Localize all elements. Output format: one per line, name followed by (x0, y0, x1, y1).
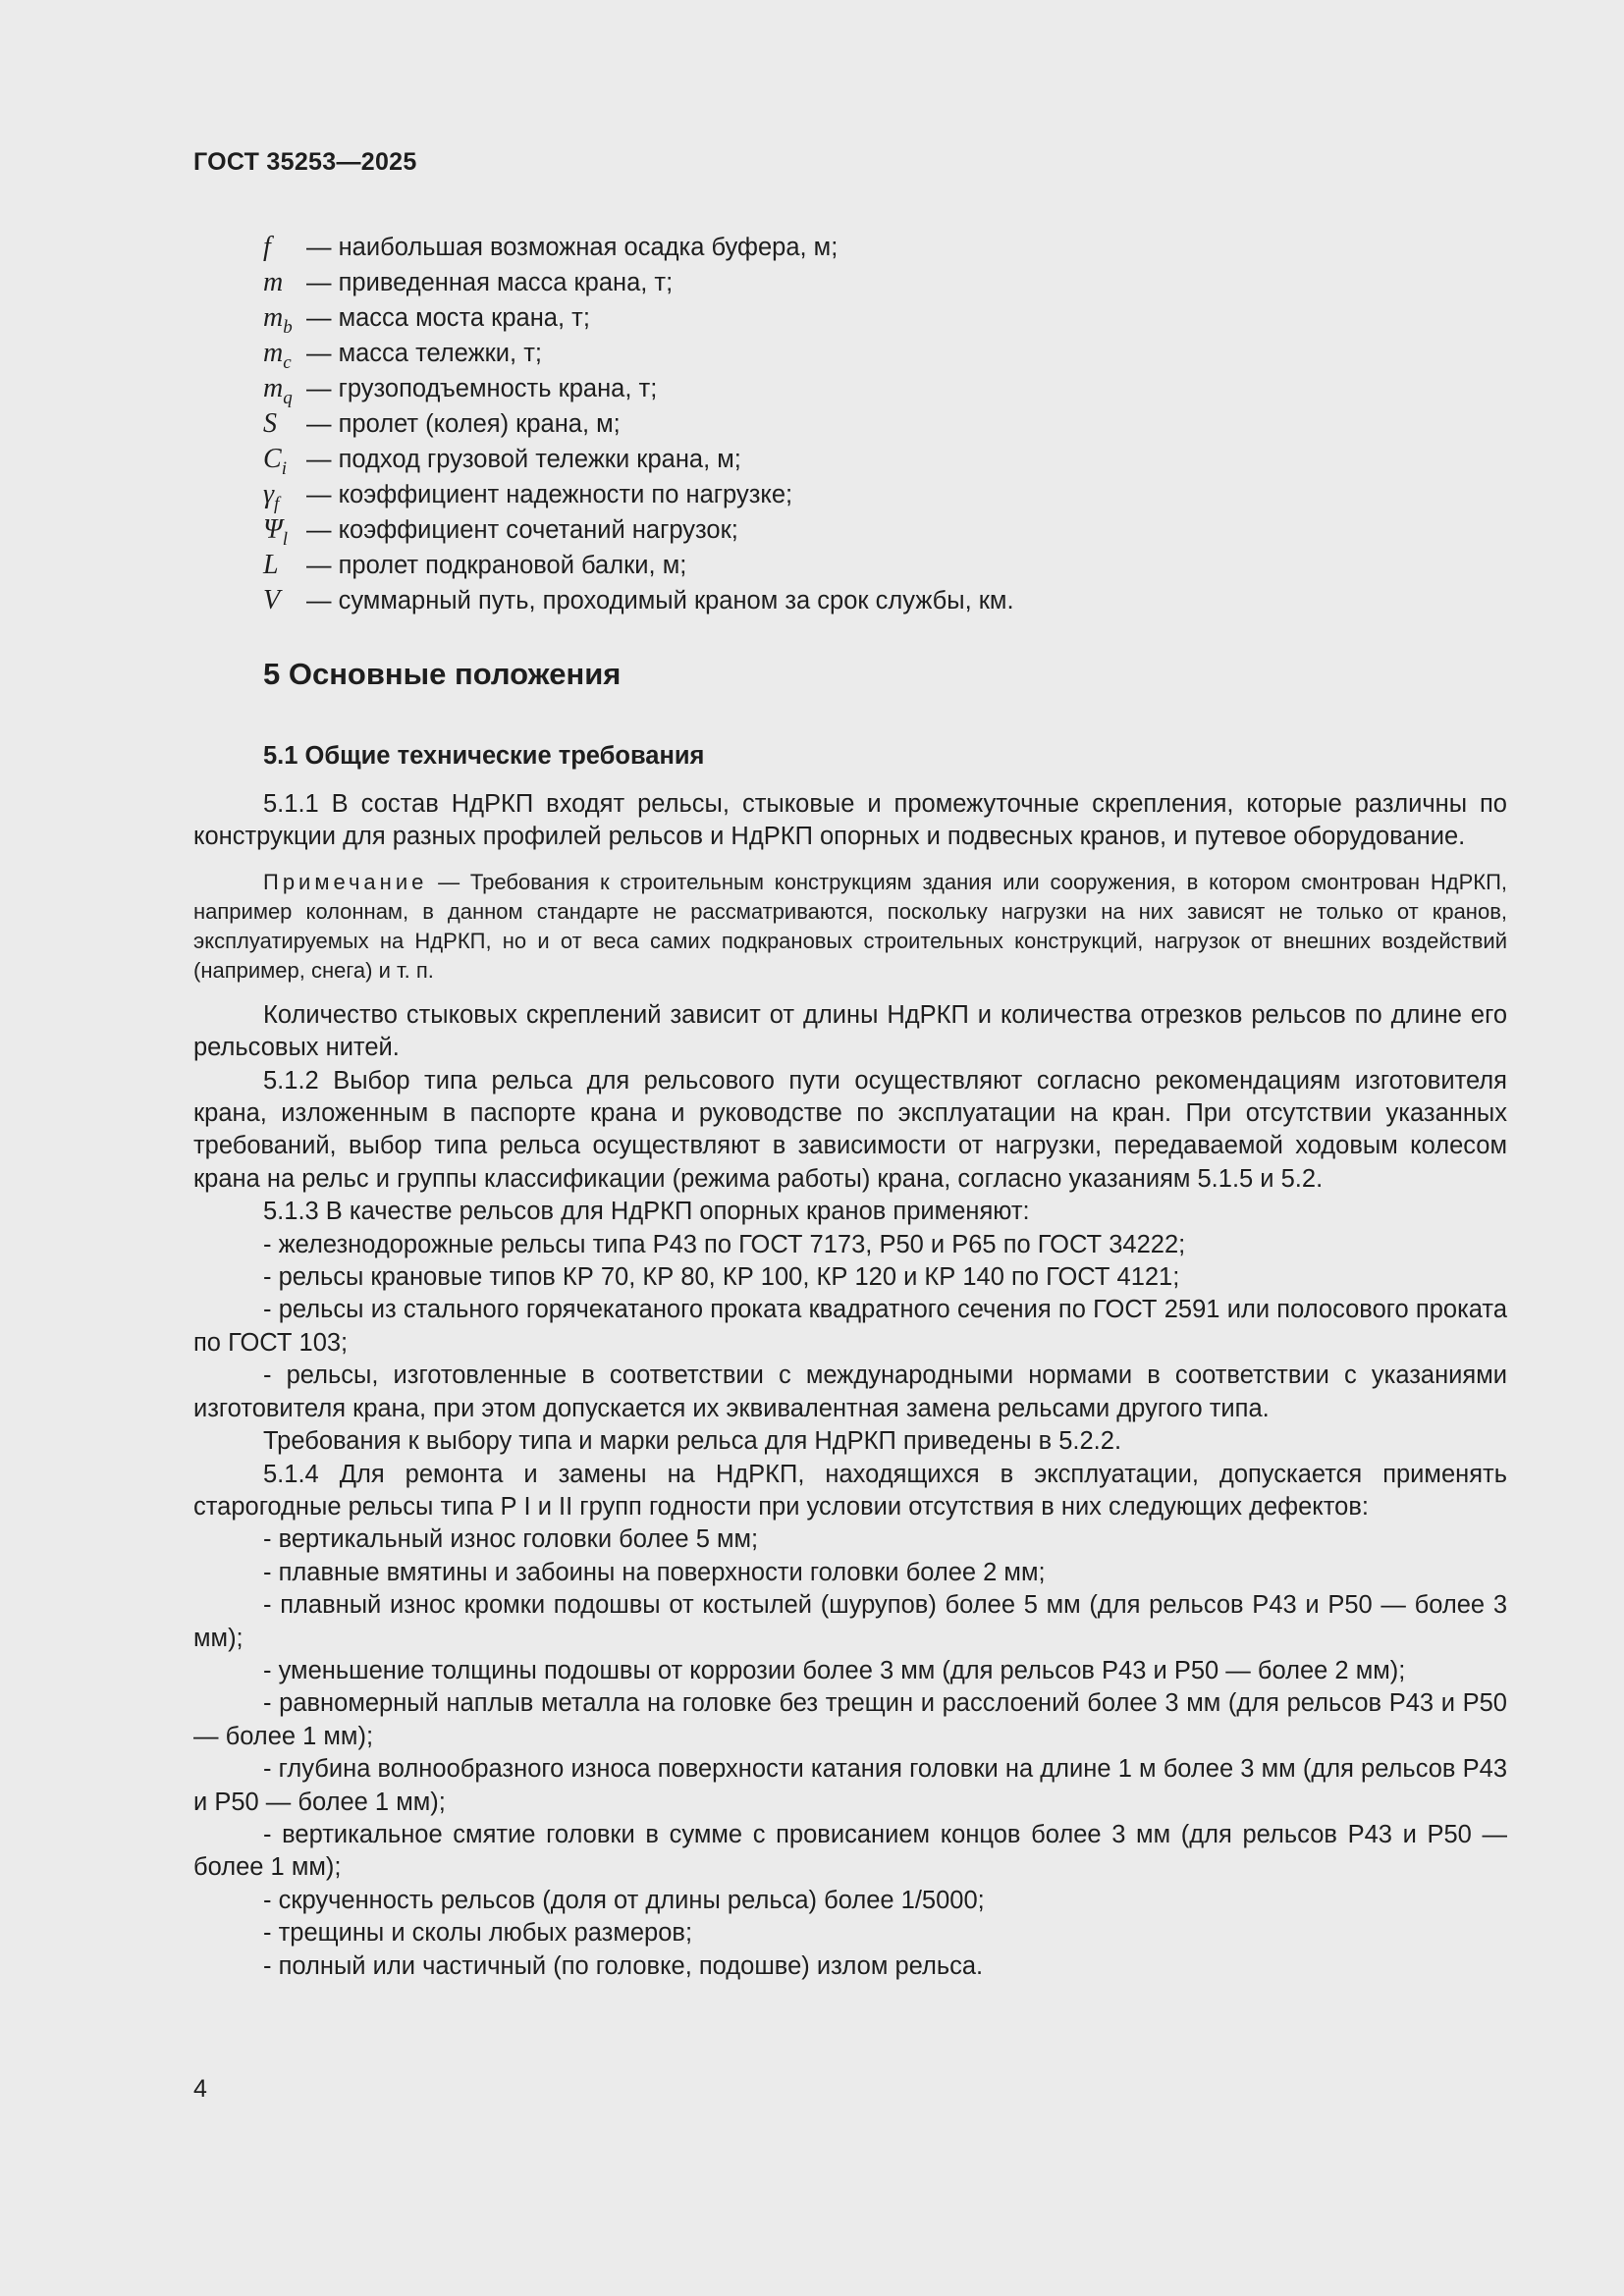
paragraph-5-1-2: 5.1.2 Выбор типа рельса для рельсового пути осуществляют согласно рекомендациям изготовителя крана, изложенным в паспорте крана и руководстве по эксплуатации на кран. При отсутствии указанных требований, выбор типа рельса осуществляют в зависимости от нагрузки, передаваемой ходовым колесом крана на рельс и группы классификации (режима работы) крана, согласно указаниям 5.1.5 и 5.2. (193, 1066, 1507, 1193)
list-item: - равномерный наплыв металла на головке без трещин и расслоений более 3 мм (для рельсов Р43 и Р50 — более 1 мм); (193, 1689, 1507, 1750)
symbol-letter: m (263, 373, 284, 403)
symbol-description: — масса моста крана, т; (306, 304, 590, 332)
symbol-description: — коэффициент сочетаний нагрузок; (306, 516, 738, 544)
symbol (263, 373, 306, 409)
list-item: - железнодорожные рельсы типа Р43 по ГОСТ 7173, Р50 и Р65 по ГОСТ 34222; (263, 1230, 1186, 1258)
section-title: 5 Основные положения (263, 657, 622, 691)
paragraph-5-1-1: 5.1.1 В состав НдРКП входят рельсы, стыковые и промежуточные скрепления, которые различны по конструкции для разных профилей рельсов и НдРКП опорных и подвесных кранов, и путевое оборудование. (193, 790, 1507, 851)
symbol-description: — масса тележки, т; (306, 340, 542, 367)
symbol-row (263, 514, 1441, 550)
list-item: - полный или частичный (по головке, подошве) излом рельса. (263, 1951, 984, 1980)
symbol-row (263, 479, 1441, 514)
symbol (263, 302, 306, 339)
symbol-letter: C (263, 444, 282, 474)
symbol-letter: m (263, 302, 284, 333)
symbol-subscript: q (283, 388, 293, 408)
symbol-subscript: l (282, 529, 288, 550)
symbol-subscript: b (283, 317, 293, 338)
symbol-row (263, 302, 1441, 338)
symbol-row (263, 408, 1441, 444)
symbol (263, 444, 306, 480)
list-item: - вертикальное смятие головки в сумме с провисанием концов более 3 мм (для рельсов Р43 и Р50 — более 1 мм); (193, 1820, 1507, 1882)
symbol (263, 514, 306, 551)
document-header: ГОСТ 35253—2025 (193, 148, 417, 176)
symbol-description: — приведенная масса крана, т; (306, 269, 674, 296)
symbol-letter: V (263, 585, 281, 615)
paragraph-joints: Количество стыковых скреплений зависит от длины НдРКП и количества отрезков рельсов по длине его рельсовых нитей. (193, 1000, 1507, 1062)
list-item: - плавный износ кромки подошвы от костылей (шурупов) более 5 мм (для рельсов Р43 и Р50 — более 3 мм); (193, 1591, 1507, 1652)
symbol-description: — грузоподъемность крана, т; (306, 375, 658, 402)
list-5-1-3 (193, 1229, 1507, 1425)
list-item: - рельсы из стального горячекатаного проката квадратного сечения по ГОСТ 2591 или полосового проката по ГОСТ 103; (193, 1296, 1507, 1357)
note-text: — Требования к строительным конструкциям здания или сооружения, в котором смонтрован НдРКП, например колоннам, в данном стандарте не рассматриваются, поскольку нагрузки на них зависят не только от кранов, эксплуатируемых на НдРКП, но и от веса самих подкрановых строительных конструкций, нагрузок от внешних воздействий (например, снега) и т. п. (193, 869, 1507, 983)
symbol-description: — пролет подкрановой балки, м; (306, 552, 687, 579)
symbol-list (263, 232, 1441, 620)
list-item: - уменьшение толщины подошвы от коррозии более 3 мм (для рельсов Р43 и Р50 — более 2 мм); (263, 1656, 1406, 1684)
symbol (263, 550, 306, 586)
symbol-description: — коэффициент надежности по нагрузке; (306, 481, 793, 508)
symbol-row (263, 267, 1441, 302)
symbol-letter: m (263, 338, 284, 368)
document-body (193, 788, 1507, 1983)
symbol-letter: S (263, 408, 277, 439)
symbol-row (263, 444, 1441, 479)
list-item: - трещины и сколы любых размеров; (263, 1919, 693, 1948)
symbol-subscript: f (274, 494, 280, 514)
symbol-letter: m (263, 267, 284, 297)
symbol-description: — пролет (колея) крана, м; (306, 410, 621, 438)
symbol (263, 267, 306, 303)
list-item: - вертикальный износ головки более 5 мм; (263, 1525, 759, 1554)
symbol-row (263, 338, 1441, 373)
list-item: - глубина волнообразного износа поверхности катания головки на длине 1 м более 3 мм (для рельсов Р43 и Р50 — более 1 мм); (193, 1755, 1507, 1816)
symbol (263, 479, 306, 515)
symbol-row (263, 585, 1441, 620)
symbol-letter: L (263, 550, 279, 580)
symbol (263, 585, 306, 621)
symbol-letter: f (263, 232, 271, 262)
symbol-subscript: i (281, 458, 287, 479)
paragraph-5-1-4: 5.1.4 Для ремонта и замены на НдРКП, находящихся в эксплуатации, допускается применять старогодные рельсы типа Р I и II групп годности при условии отсутствия в них следующих дефектов: (193, 1460, 1507, 1521)
symbol-row (263, 550, 1441, 585)
subsection-title: 5.1 Общие технические требования (263, 742, 705, 770)
note-label: Примечание (263, 869, 428, 894)
list-item: - скрученность рельсов (доля от длины рельса) более 1/5000; (263, 1886, 985, 1914)
symbol-subscript: c (283, 352, 292, 373)
note (193, 868, 1507, 986)
symbol-row (263, 373, 1441, 408)
symbol-description: — наибольшая возможная осадка буфера, м; (306, 234, 839, 261)
page-number: 4 (193, 2075, 207, 2103)
list-item: - рельсы, изготовленные в соответствии с международными нормами в соответствии с указаниями изготовителя крана, при этом допускается их эквивалентная замена рельсами другого типа. (193, 1362, 1507, 1422)
symbol (263, 408, 306, 445)
symbol-description: — суммарный путь, проходимый краном за срок службы, км. (306, 587, 1014, 614)
symbol (263, 338, 306, 374)
paragraph-5-1-3: 5.1.3 В качестве рельсов для НдРКП опорных кранов применяют: (263, 1198, 1030, 1226)
symbol-letter: γ (263, 479, 275, 509)
symbol-letter: Ψ (263, 514, 283, 545)
symbol (263, 232, 306, 268)
list-5-1-4 (193, 1523, 1507, 1983)
symbol-row (263, 232, 1441, 267)
list-item: - рельсы крановые типов КР 70, КР 80, КР 100, КР 120 и КР 140 по ГОСТ 4121; (263, 1263, 1180, 1292)
paragraph-requirements: Требования к выбору типа и марки рельса для НдРКП приведены в 5.2.2. (263, 1427, 1122, 1456)
symbol-description: — подход грузовой тележки крана, м; (306, 446, 741, 473)
list-item: - плавные вмятины и забоины на поверхности головки более 2 мм; (263, 1558, 1046, 1586)
